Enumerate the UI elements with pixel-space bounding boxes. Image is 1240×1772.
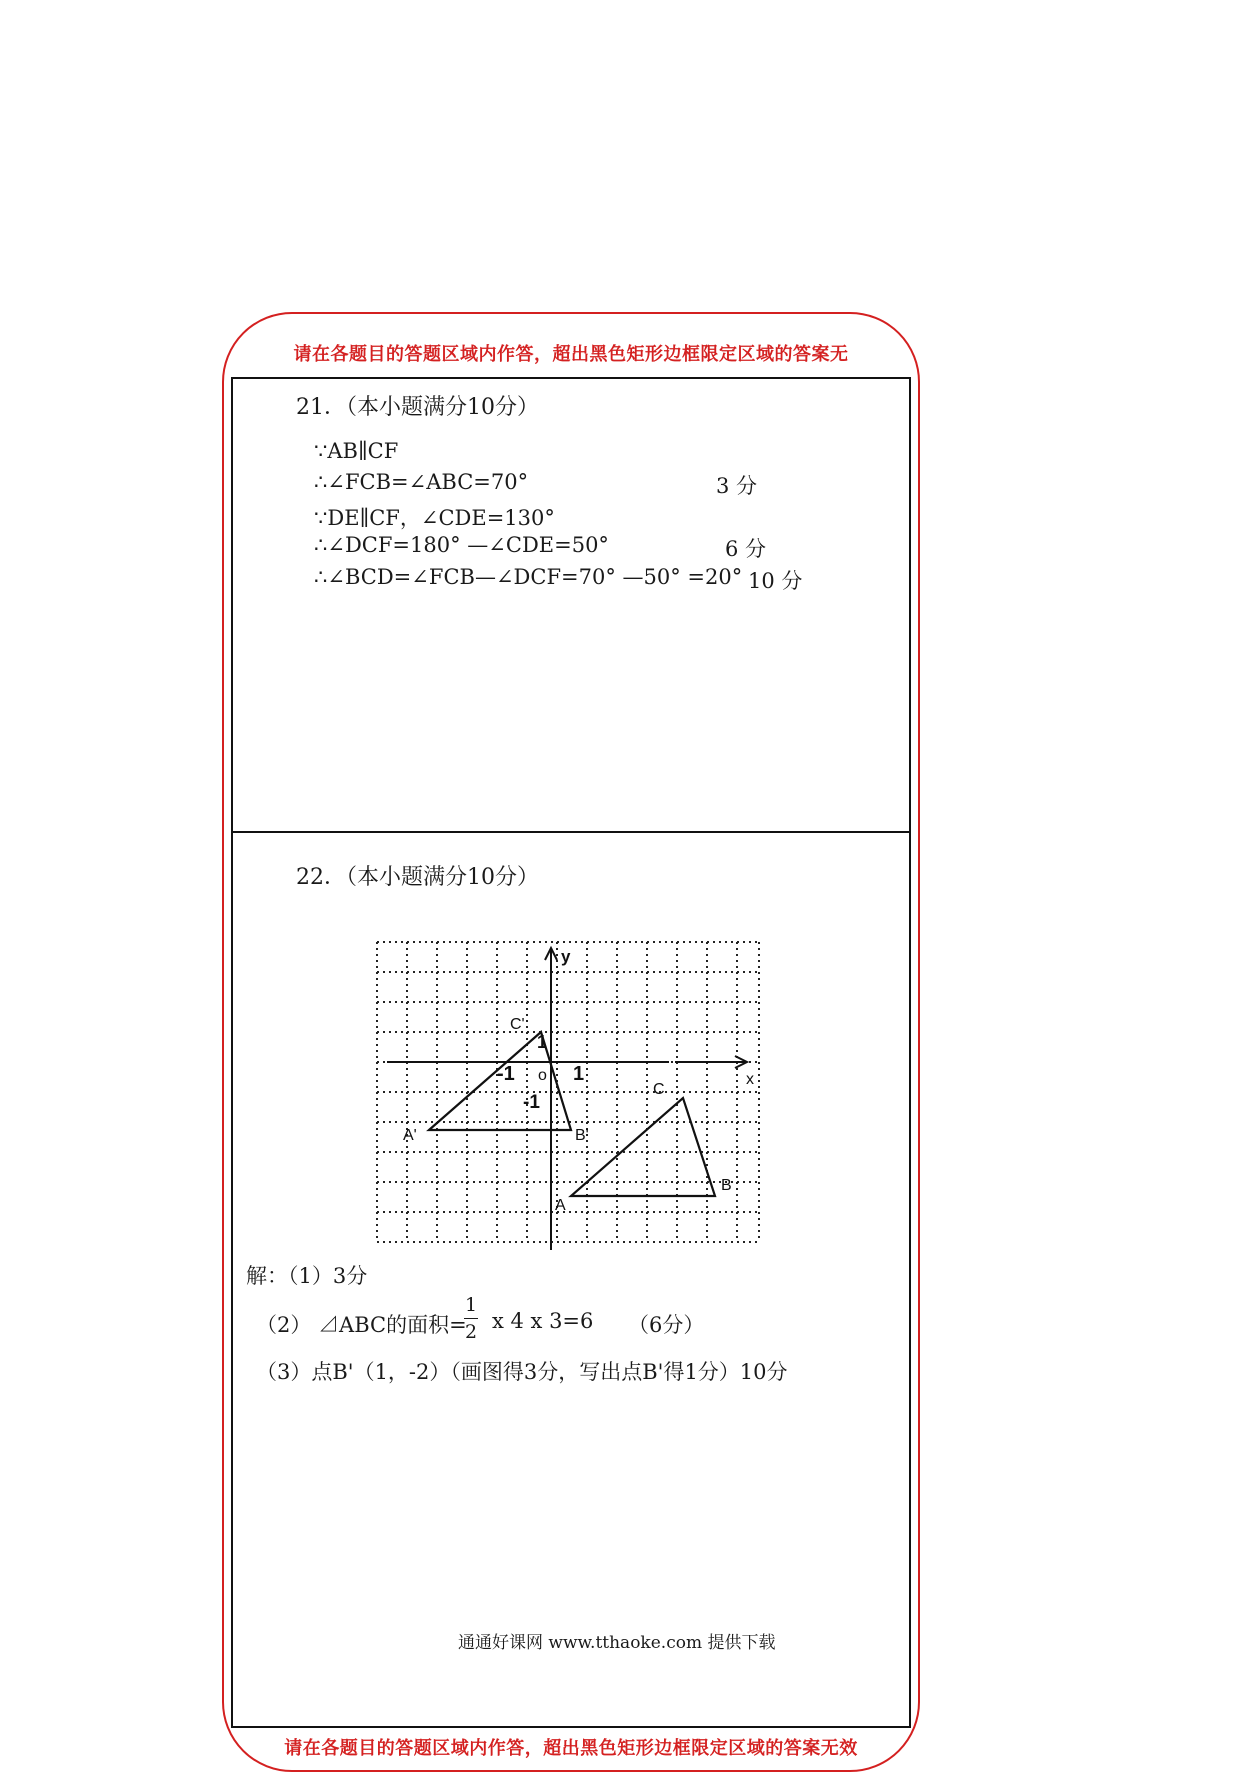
point-c-label: C [653, 1081, 665, 1098]
point-a-prime-label: A' [403, 1127, 417, 1144]
q21-step-5: ∴∠BCD=∠FCB—∠DCF=70° —50° =20° [314, 565, 743, 589]
x-tick-neg-one: -1 [497, 1063, 515, 1085]
answer-region-notice-top: 请在各题目的答题区域内作答，超出黑色矩形边框限定区域的答案无 [293, 344, 849, 365]
q22-answer-2-prefix: （2） ⊿ABC的面积= [256, 1313, 467, 1337]
footer-source-credit: 通通好课网 www.tthaoke.com 提供下载 [458, 1633, 776, 1653]
origin-label: o [538, 1067, 547, 1084]
answer-region-notice-bottom: 请在各题目的答题区域内作答，超出黑色矩形边框限定区域的答案无效 [284, 1738, 858, 1759]
q21-step-3: ∵DE∥CF，∠CDE=130° [314, 506, 555, 530]
q21-score-3: 10 分 [748, 569, 803, 593]
y-tick-one: 1 [537, 1032, 548, 1052]
coordinate-grid-figure [373, 938, 773, 1252]
y-axis-label: y [561, 947, 571, 966]
q21-step-1: ∵AB∥CF [314, 439, 399, 463]
q21-score-1: 3 分 [716, 474, 758, 498]
x-axis-label: x [746, 1071, 754, 1088]
y-tick-neg-one: -1 [523, 1092, 540, 1113]
q22-answer-2-score: （6分） [628, 1313, 705, 1337]
question-22-title: 22．（本小题满分10分） [296, 865, 539, 890]
point-b-prime-label: B' [575, 1127, 589, 1144]
question-21-title: 21．（本小题满分10分） [296, 395, 539, 420]
point-b-label: B [721, 1177, 732, 1194]
x-axis [387, 1056, 747, 1068]
q22-answer-1: 解：（1）3分 [246, 1264, 368, 1288]
fraction-denominator: 2 [464, 1321, 478, 1343]
q21-step-2: ∴∠FCB=∠ABC=70° [314, 470, 529, 494]
q22-answer-2-suffix: x 4 x 3=6 [492, 1309, 594, 1333]
q22-answer-2-fraction [464, 1294, 478, 1343]
fraction-bar [464, 1318, 478, 1319]
q22-answer-3: （3）点B'（1，-2）（画图得3分，写出点B'得1分）10分 [256, 1360, 788, 1384]
fraction-numerator: 1 [464, 1294, 478, 1316]
q21-step-4: ∴∠DCF=180° —∠CDE=50° [314, 533, 609, 557]
x-tick-one: 1 [573, 1063, 585, 1085]
point-c-prime-label: C' [510, 1016, 525, 1033]
point-a-label: A [555, 1197, 566, 1214]
q21-score-2: 6 分 [725, 537, 767, 561]
